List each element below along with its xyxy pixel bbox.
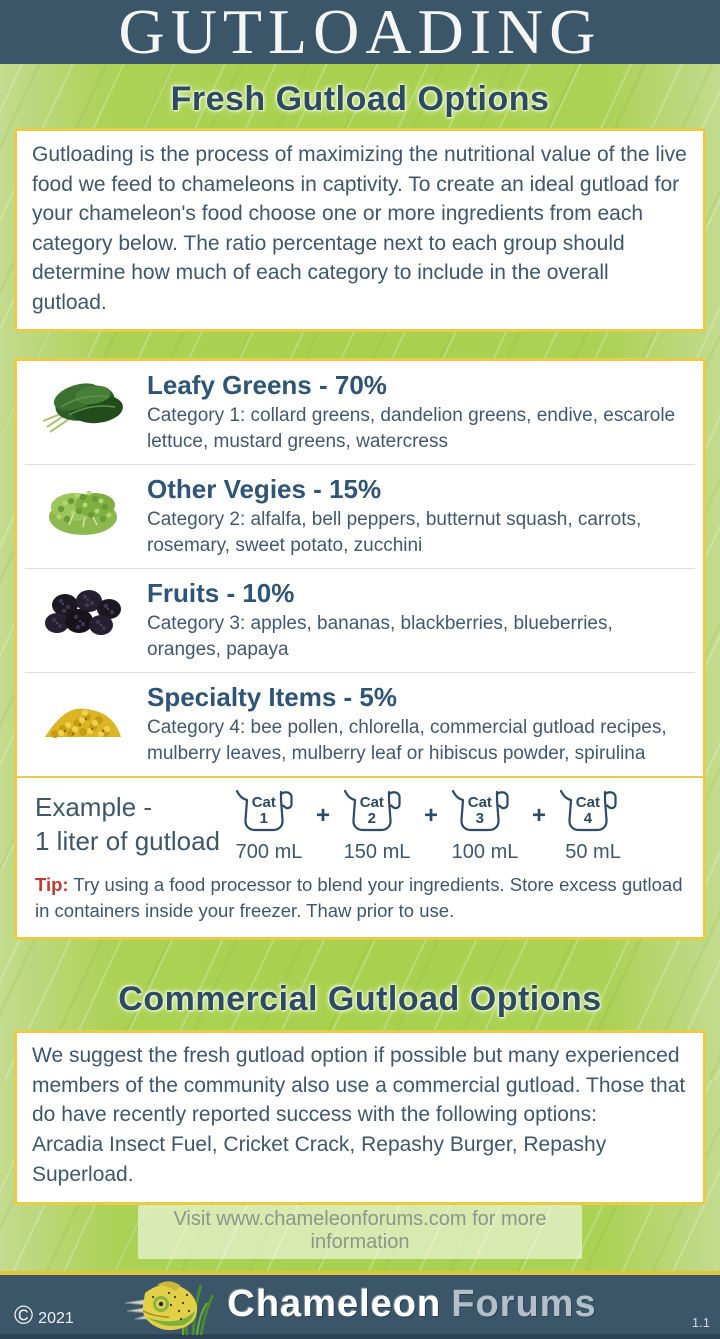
copyright-notice bbox=[14, 1300, 74, 1331]
bee-pollen-image bbox=[35, 687, 131, 749]
cup-group bbox=[551, 788, 635, 864]
intro-box bbox=[14, 128, 706, 332]
category-name: Other Vegies - 15% bbox=[147, 473, 382, 504]
intro-text: Gutloading is the process of maximizing the nutritional value of the live food we feed to chameleons in captivity. To create an ideal gutload for your chameleon's food choose one or more ingredients from each category below. The ratio percentage next to each group should determine how much of each category to include in the overall gutload. bbox=[32, 143, 687, 315]
category-items: Category 2: alfalfa, bell peppers, butternut squash, carrots, rosemary, sweet potato, zucchini bbox=[147, 508, 642, 557]
example-label: Example - 1 liter of gutload bbox=[35, 791, 221, 856]
blackberries-image bbox=[35, 583, 131, 645]
cup-label: Cat 1 bbox=[251, 793, 276, 827]
category-name: Leafy Greens - 70% bbox=[147, 369, 387, 400]
cup-label: Cat 4 bbox=[575, 793, 600, 827]
category-text bbox=[147, 475, 691, 560]
cup-amount: 700 mL bbox=[235, 840, 303, 863]
categories-box bbox=[14, 358, 706, 940]
sprouts-image bbox=[35, 479, 131, 541]
cup-group bbox=[443, 788, 527, 864]
commercial-box bbox=[14, 1030, 706, 1205]
category-row bbox=[17, 361, 703, 464]
brand-word-chameleon: Chameleon bbox=[227, 1283, 442, 1326]
cup-group bbox=[335, 788, 419, 864]
copyright-year: 2021 bbox=[38, 1309, 74, 1327]
example-row bbox=[17, 778, 703, 866]
category-text bbox=[147, 579, 691, 664]
category-items: Category 3: apples, bananas, blackberries, blueberries, oranges, papaya bbox=[147, 612, 613, 661]
plus-sign: + bbox=[532, 801, 547, 829]
cup-group bbox=[227, 788, 311, 864]
footer-banner bbox=[0, 1275, 720, 1334]
commercial-section-heading: Commercial Gutload Options bbox=[118, 979, 602, 1018]
cup-label: Cat 3 bbox=[467, 793, 492, 827]
cup-label: Cat 2 bbox=[359, 793, 384, 827]
commercial-options-text: Arcadia Insect Fuel, Cricket Crack, Repashy Burger, Repashy Superload. bbox=[32, 1133, 607, 1186]
brand-word-forums: Forums bbox=[451, 1283, 597, 1326]
measuring-cup-icon bbox=[232, 788, 306, 838]
version-label: 1.1 bbox=[691, 1314, 710, 1330]
tip-text: Tip: Try using a food processor to blend your ingredients. Store excess gutload in containers inside your freezer. Thaw prior to use. bbox=[35, 873, 683, 921]
collard-greens-image bbox=[35, 375, 131, 437]
header-banner bbox=[0, 0, 720, 67]
copyright-icon: © bbox=[14, 1300, 34, 1331]
brand-text bbox=[227, 1283, 597, 1326]
brand-logo[interactable] bbox=[123, 1273, 596, 1335]
category-row bbox=[17, 569, 703, 672]
cups-row bbox=[227, 788, 635, 864]
fresh-section-heading: Fresh Gutload Options bbox=[170, 80, 550, 118]
cup-amount: 50 mL bbox=[565, 840, 621, 863]
measuring-cup-icon bbox=[556, 788, 630, 838]
measuring-cup-icon bbox=[448, 788, 522, 838]
category-text bbox=[147, 683, 691, 768]
category-name: Specialty Items - 5% bbox=[147, 681, 397, 712]
cup-amount: 100 mL bbox=[451, 840, 519, 863]
bottom-section bbox=[0, 1205, 720, 1339]
category-row bbox=[17, 673, 703, 776]
commercial-body-text: We suggest the fresh gutload option if possible but many experienced members of the community also use a commercial gutload. Those that do have recently reported success with the following options: bbox=[32, 1043, 686, 1127]
plus-sign: + bbox=[424, 801, 439, 829]
plus-sign: + bbox=[316, 801, 331, 829]
category-items: Category 4: bee pollen, chlorella, commercial gutload recipes, mulberry leaves, mulberry leaf or hibiscus powder, spirulina bbox=[147, 716, 667, 765]
category-row bbox=[17, 465, 703, 568]
visit-link[interactable]: Visit www.chameleonforums.com for more information bbox=[138, 1205, 582, 1259]
page-title: GUTLOADING bbox=[118, 0, 602, 67]
cup-amount: 150 mL bbox=[343, 840, 411, 863]
category-name: Fruits - 10% bbox=[147, 577, 295, 608]
category-text bbox=[147, 371, 691, 456]
tip-label: Tip: bbox=[35, 873, 69, 895]
measuring-cup-icon bbox=[340, 788, 414, 838]
chameleon-icon bbox=[123, 1277, 219, 1335]
category-items: Category 1: collard greens, dandelion greens, endive, escarole lettuce, mustard greens, watercress bbox=[147, 404, 676, 453]
